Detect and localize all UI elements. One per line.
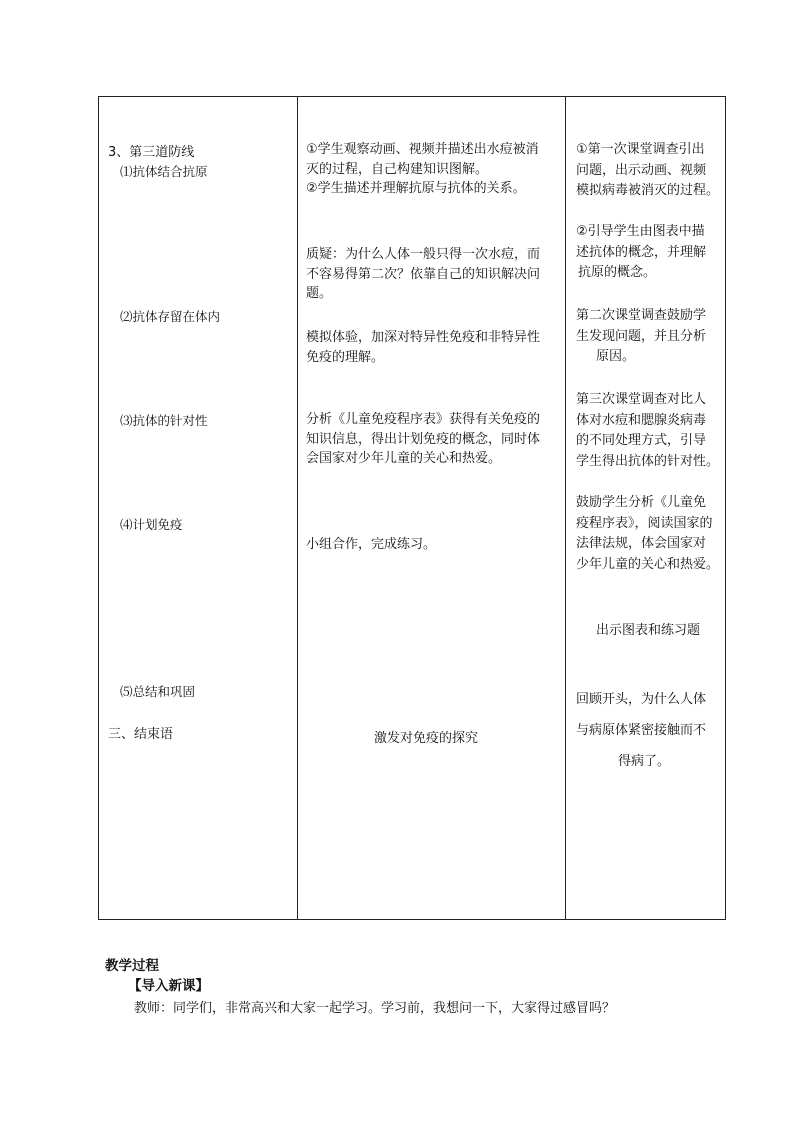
section-third-defense: 3、第三道防线 bbox=[108, 145, 195, 160]
teacher-activity-2: ②引导学生由图表中描 述抗体的概念，并理解 抗原的概念。 bbox=[576, 224, 707, 280]
teacher-activity-3: 第二次课堂调查鼓励学 生发现问题，并且分析 原因。 bbox=[576, 308, 707, 364]
student-activity-2: 质疑：为什么人体一般只得一次水痘，而 不容易得第二次？依靠自己的知识解决问 题。 bbox=[306, 247, 541, 301]
teacher-activity-7: 回顾开头，为什么人体 与病原体紧密接触而不 得病了。 bbox=[576, 692, 707, 769]
teacher-activity-5: 鼓励学生分析《儿童免 疫程序表》，阅读国家的 法律法规，体会国家对 少年儿童的关心和热爱。 bbox=[576, 495, 720, 572]
teacher-activity-1: ①第一次课堂调查引出 问题，出示动画、视频 模拟病毒被消灭的过程。 bbox=[576, 142, 720, 198]
item-summary: ⑸总结和巩固 bbox=[120, 684, 196, 699]
teacher-opening-paragraph: 教师：同学们，非常高兴和大家一起学习。学习前，我想问一下，大家得过感冒吗？ bbox=[134, 1001, 616, 1016]
teacher-activity-6: 出示图表和练习题 bbox=[596, 623, 701, 638]
section-closing: 三、结束语 bbox=[108, 727, 174, 742]
student-activity-4: 分析《儿童免疫程序表》获得有关免疫的 知识信息，得出计划免疫的概念，同时体 会国家对少年儿童的关心和热爱。 bbox=[306, 412, 541, 466]
teacher-activity-4: 第三次课堂调查对比人 体对水痘和腮腺炎病毒 的不同处理方式，引导 学生得出抗体的针对性。 bbox=[576, 392, 720, 469]
item-planned-immunization: ⑷计划免疫 bbox=[120, 517, 183, 532]
student-activity-3: 模拟体验，加深对特异性免疫和非特异性 免疫的理解。 bbox=[306, 330, 541, 365]
student-activity-5: 小组合作，完成练习。 bbox=[306, 537, 437, 552]
item-antibody-binds-antigen: ⑴抗体结合抗原 bbox=[120, 164, 208, 179]
column-divider bbox=[565, 96, 566, 920]
column-divider bbox=[297, 96, 298, 920]
process-heading: 教学过程 bbox=[105, 958, 159, 974]
student-activity-6: 激发对免疫的探究 bbox=[374, 731, 479, 746]
student-activity-1: ①学生观察动画、视频并描述出水痘被消 灭的过程，自己构建知识图解。 ②学生描述并理解抗原与抗体的关系。 bbox=[306, 142, 539, 196]
item-antibody-remains: ⑵抗体存留在体内 bbox=[120, 309, 221, 324]
import-new-lesson-heading: 【导入新课】 bbox=[128, 978, 209, 994]
item-antibody-specificity: ⑶抗体的针对性 bbox=[120, 413, 208, 428]
